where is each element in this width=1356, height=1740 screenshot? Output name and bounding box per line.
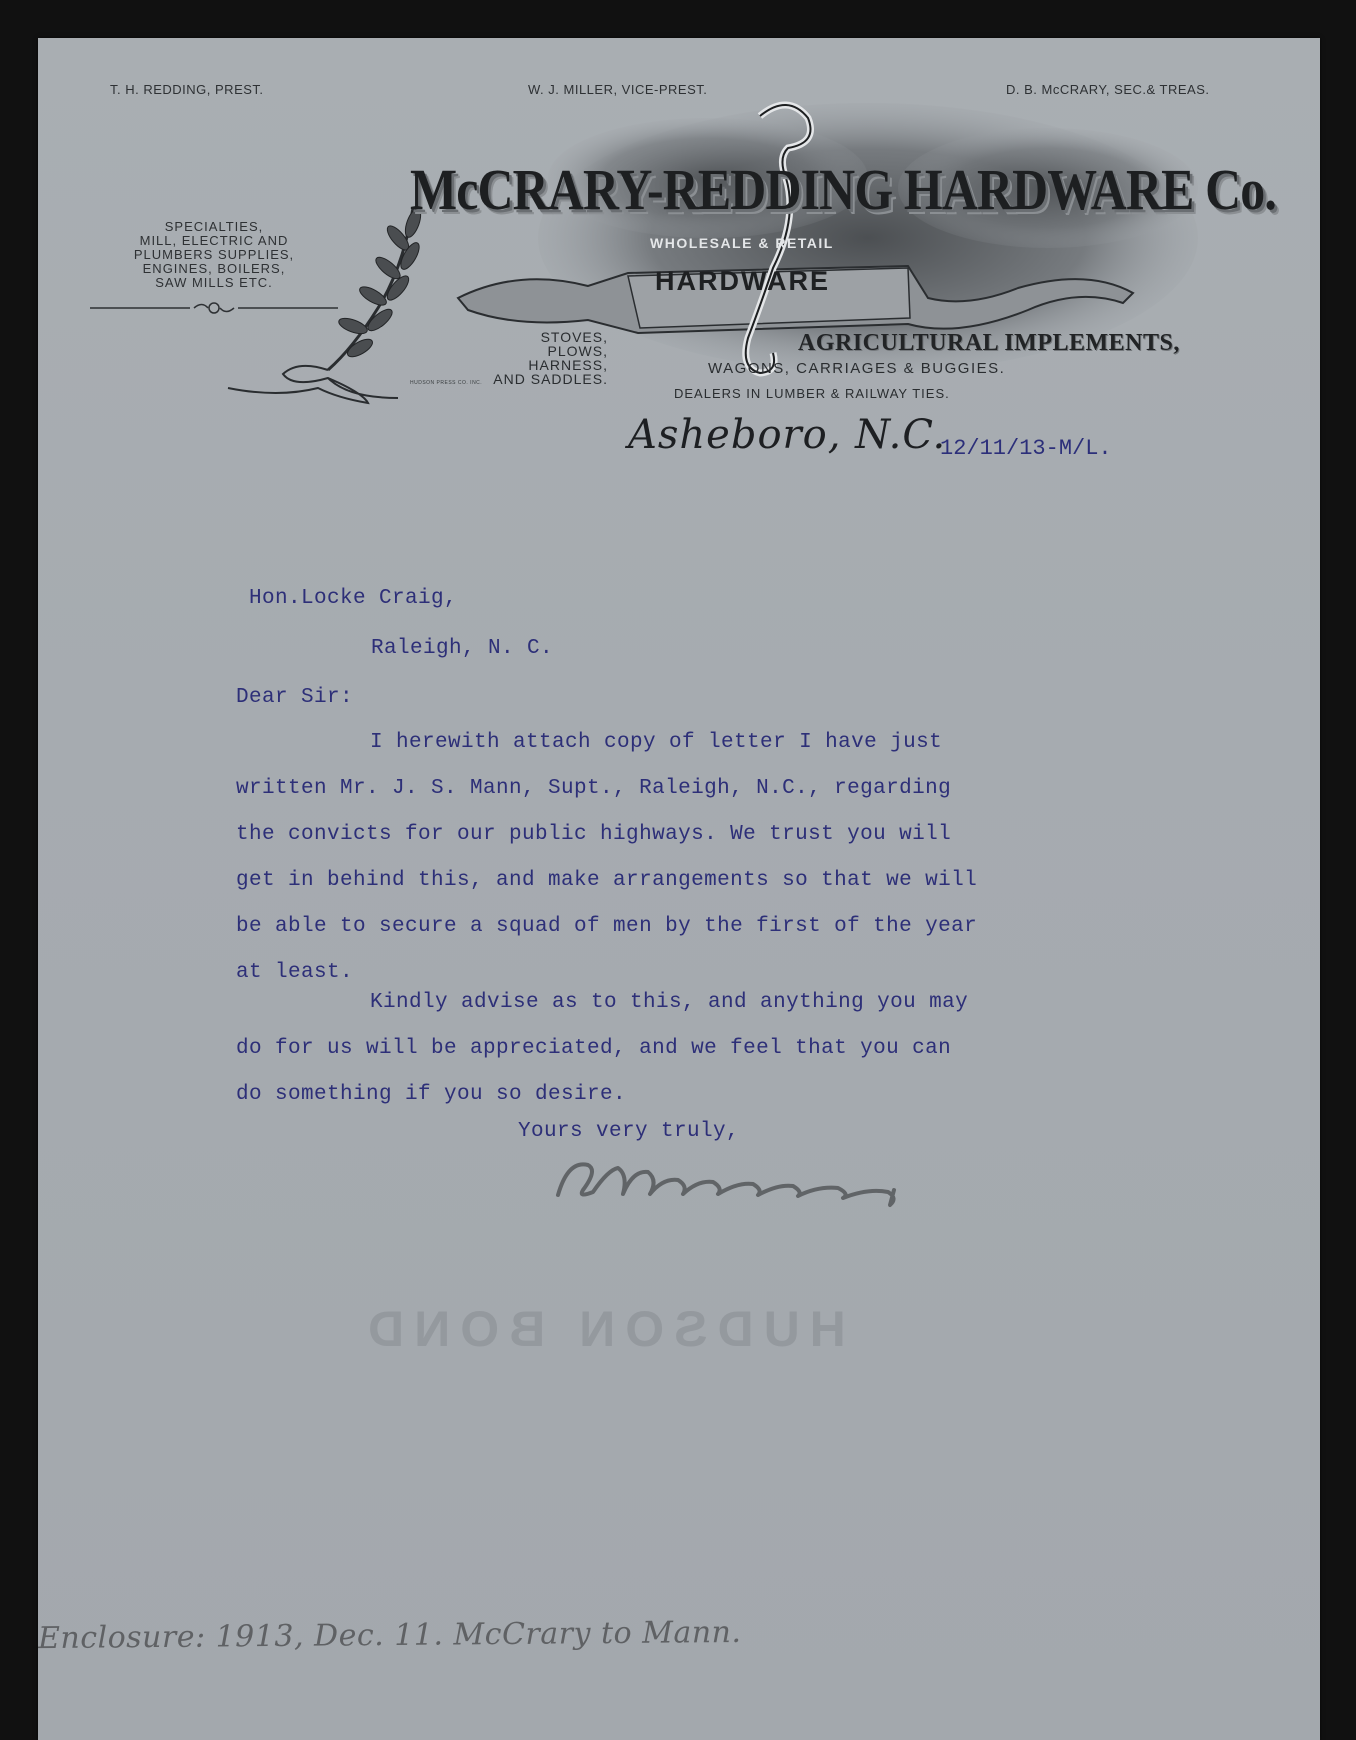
goods-line: HARNESS, [528,357,608,373]
recipient-name: Hon.Locke Craig, [249,587,458,610]
paragraph-line: at least. [236,961,354,984]
banner-wholesale-retail: WHOLESALE & RETAIL [650,235,834,251]
place-script: Asheboro, N.C. [628,412,947,458]
letter-page [38,38,1320,1740]
paragraph-line: do for us will be appreciated, and we feel that you can [236,1037,952,1060]
company-name: McCRARY-REDDING HARDWARE Co. [410,157,1276,222]
closing: Yours very truly, [518,1120,740,1143]
officer-secretary-treasurer: D. B. McCRARY, SEC.& TREAS. [1006,82,1210,97]
paragraph-line: I herewith attach copy of letter I have just [370,731,943,754]
specialties-block [90,220,338,290]
specialties-line: MILL, ELECTRIC AND [139,233,289,248]
officer-president: T. H. REDDING, PREST. [110,82,264,97]
paragraph-line: get in behind this, and make arrangements so that we will [236,869,978,892]
specialties-line: SAW MILLS ETC. [155,275,273,290]
dealers-line: DEALERS IN LUMBER & RAILWAY TIES. [674,386,950,401]
goods-line: PLOWS, [547,343,608,359]
goods-line: STOVES, [540,329,608,345]
paragraph-line: Kindly advise as to this, and anything you may [370,991,969,1014]
paragraph-line: be able to secure a squad of men by the first of the year [236,915,978,938]
paragraph-1 [236,720,977,996]
printer-credit: HUDSON PRESS CO. INC. [410,380,483,386]
goods-list [448,330,608,386]
banner-hardware: HARDWARE [655,266,830,296]
archival-annotation: Enclosure: 1913, Dec. 11. McCrary to Mann. [38,1614,742,1657]
officer-vice-president: W. J. MILLER, VICE-PREST. [528,82,708,97]
agricultural-implements: AGRICULTURAL IMPLEMENTS, [798,330,1180,356]
paragraph-line: the convicts for our public highways. We trust you will [236,823,952,846]
paragraph-line: do something if you so desire. [236,1083,627,1106]
specialties-line: SPECIALTIES, [164,219,264,234]
paper-watermark: HUDSON BOND [358,1301,846,1357]
specialties-line: PLUMBERS SUPPLIES, [133,247,295,262]
bow-ribbon [228,366,398,403]
recipient-city: Raleigh, N. C. [371,637,554,660]
paragraph-2 [236,980,968,1118]
signature [538,1150,958,1210]
salutation: Dear Sir: [236,686,354,709]
letter-date: 12/11/13-M/L. [940,436,1112,461]
ornament-divider [90,300,338,316]
wagons-line: WAGONS, CARRIAGES & BUGGIES. [708,360,1006,377]
paragraph-line: written Mr. J. S. Mann, Supt., Raleigh, N.C., regarding [236,777,952,800]
goods-line: AND SADDLES. [493,371,608,387]
specialties-line: ENGINES, BOILERS, [142,261,286,276]
